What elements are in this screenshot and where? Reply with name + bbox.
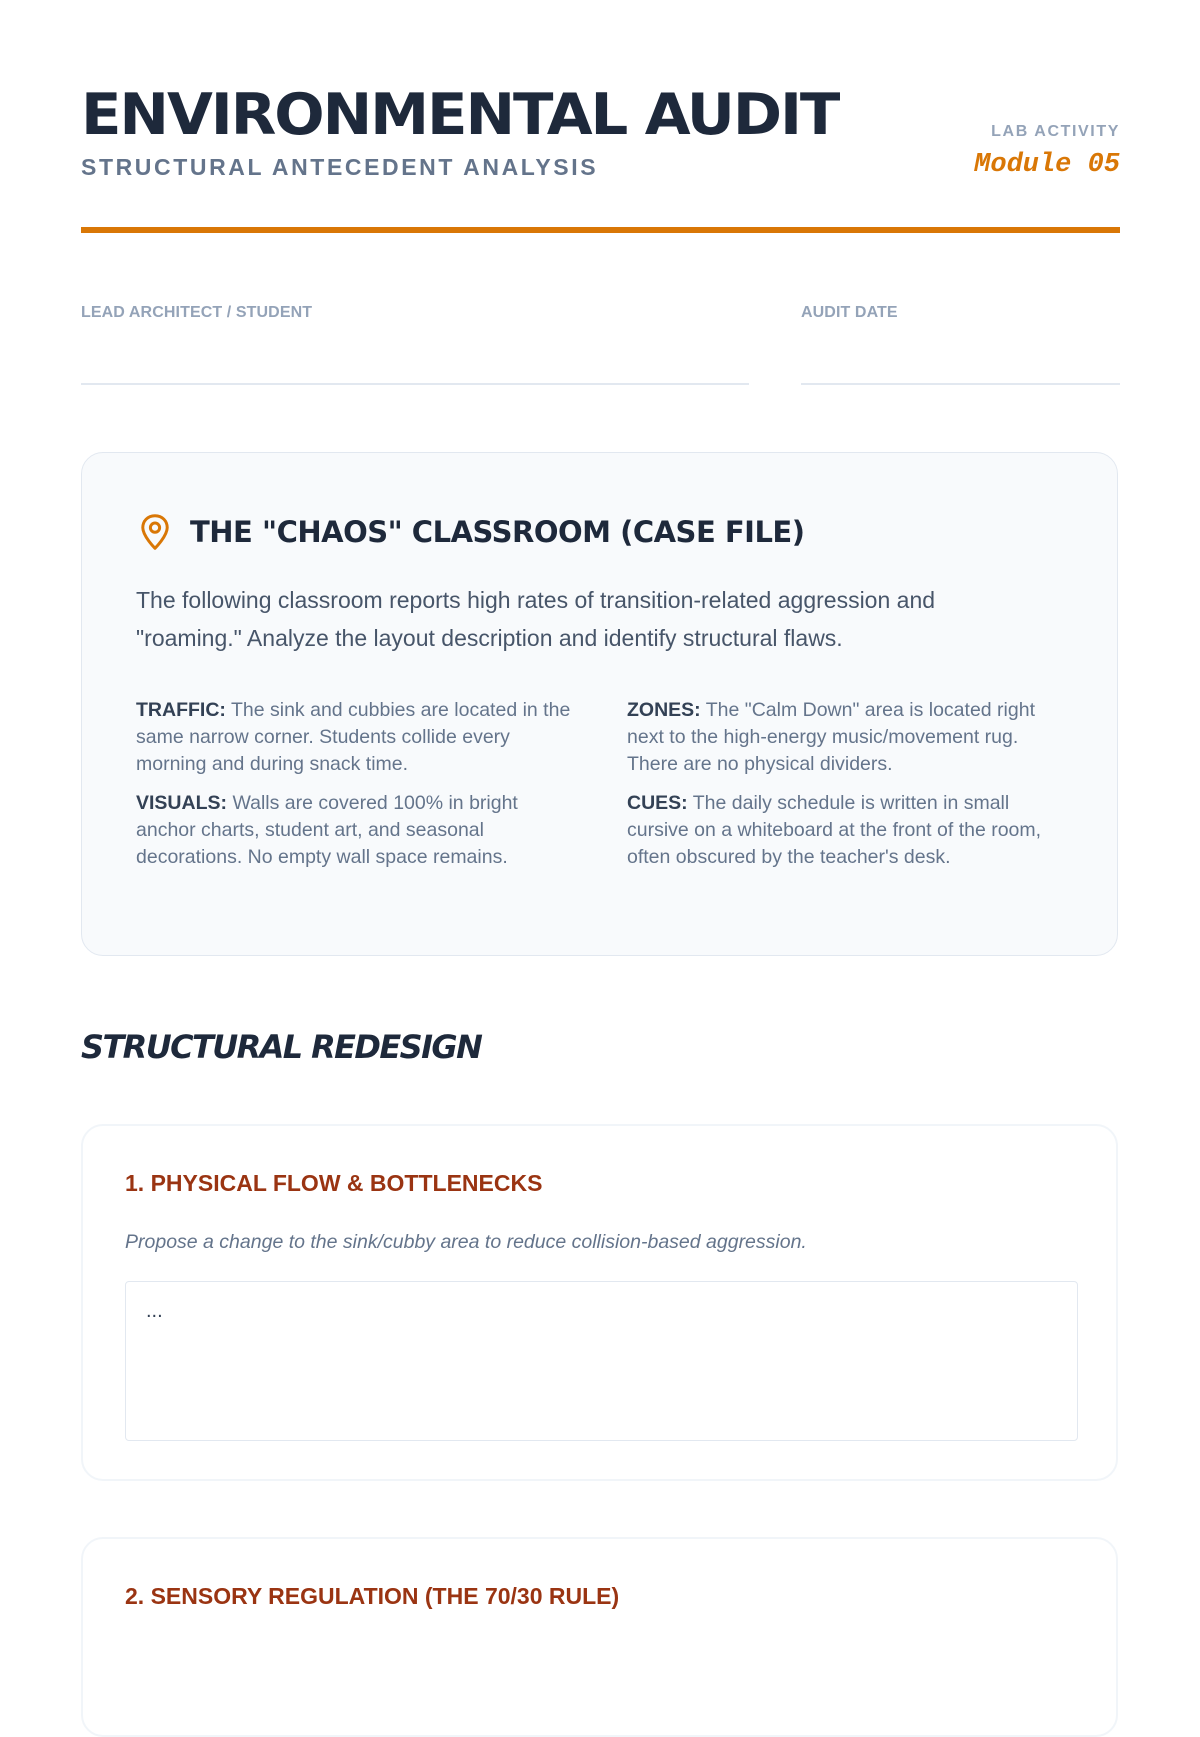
- case-item-key: VISUALS:: [136, 792, 228, 814]
- case-item-text: The sink and cubbies are located in the same narrow corner. Students collide every morning and during snack time.: [136, 699, 571, 775]
- lab-activity-label: LAB ACTIVITY: [991, 123, 1120, 140]
- date-field-underline: [801, 383, 1120, 385]
- case-file-title: THE "CHAOS" CLASSROOM (CASE FILE): [190, 515, 805, 549]
- audit-date-input[interactable]: [801, 340, 1120, 380]
- student-name-input[interactable]: [81, 340, 749, 380]
- question-card-2: [81, 1537, 1118, 1737]
- module-number: Module 05: [974, 150, 1120, 180]
- case-column-left: [136, 697, 576, 883]
- case-item-text: The daily schedule is written in small cursive on a whiteboard at the front of the room, often obscured by the teacher's desk.: [627, 792, 1042, 868]
- case-item-key: ZONES:: [627, 699, 701, 721]
- case-file-card: [81, 452, 1118, 956]
- case-column-right: [627, 697, 1067, 883]
- section-title: STRUCTURAL REDESIGN: [81, 1028, 482, 1066]
- page-title: ENVIRONMENTAL AUDIT: [81, 82, 839, 148]
- case-item-cues: [627, 790, 1067, 871]
- date-field-label: AUDIT DATE: [801, 304, 898, 321]
- case-item-visuals: [136, 790, 576, 871]
- page-subtitle: STRUCTURAL ANTECEDENT ANALYSIS: [81, 154, 599, 180]
- case-item-key: CUES:: [627, 792, 688, 814]
- page-header: [81, 84, 1120, 234]
- case-item-text: Walls are covered 100% in bright anchor charts, student art, and seasonal decorations. No empty wall space remains.: [136, 792, 518, 868]
- student-field-label: LEAD ARCHITECT / STUDENT: [81, 304, 313, 321]
- map-pin-icon: [138, 513, 172, 551]
- question-title: 2. SENSORY REGULATION (THE 70/30 RULE): [125, 1583, 620, 1609]
- question-prompt: Propose a change to the sink/cubby area to reduce collision-based aggression.: [125, 1231, 807, 1253]
- question-title: 1. PHYSICAL FLOW & BOTTLENECKS: [125, 1170, 543, 1196]
- case-item-key: TRAFFIC:: [136, 699, 226, 721]
- case-item-text: The "Calm Down" area is located right next to the high-energy music/movement rug. There are no physical dividers.: [627, 699, 1035, 775]
- case-item-zones: [627, 697, 1067, 778]
- case-file-intro: The following classroom reports high rates of transition-related aggression and "roaming." Analyze the layout description and identify structural flaws.: [136, 587, 936, 651]
- header-divider: [81, 227, 1120, 233]
- case-item-traffic: [136, 697, 576, 778]
- question-card-1: [81, 1124, 1118, 1481]
- answer-textarea[interactable]: [125, 1281, 1078, 1441]
- student-field-underline: [81, 383, 749, 385]
